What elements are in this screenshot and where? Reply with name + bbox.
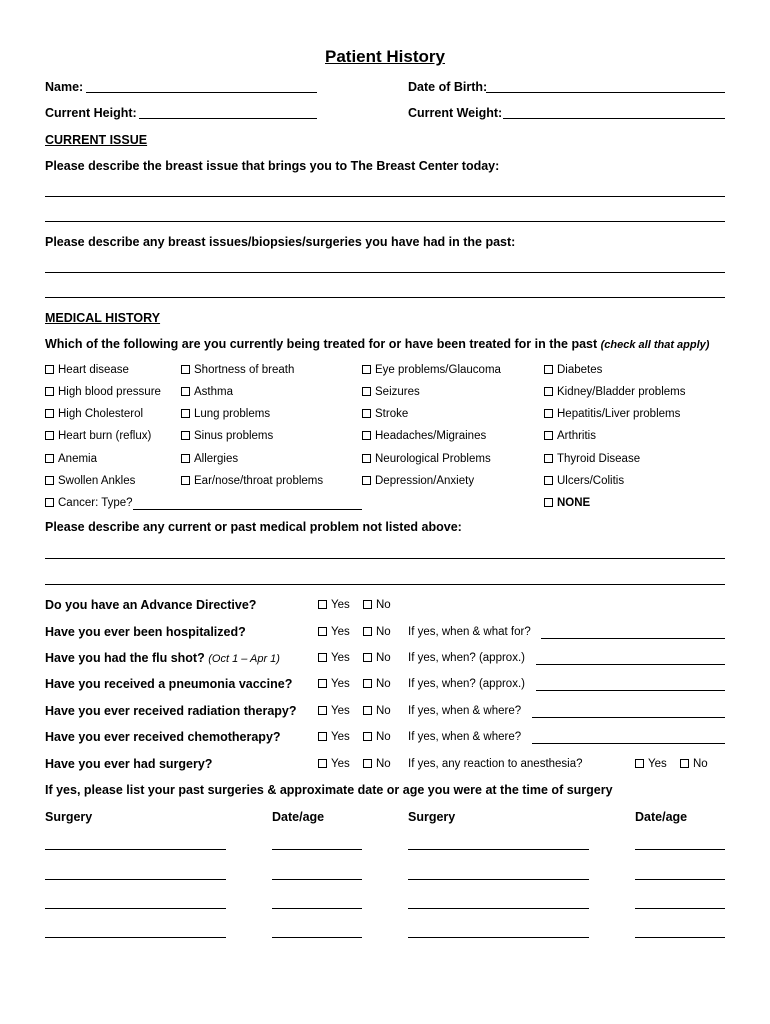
checkbox-icon	[363, 759, 372, 768]
pneumonia-followup: If yes, when? (approx.)	[408, 678, 525, 690]
page-title: Patient History	[325, 47, 445, 66]
chemotherapy-field[interactable]	[532, 743, 725, 744]
height-field[interactable]	[139, 118, 317, 119]
checkbox-icon	[544, 498, 553, 507]
flu-shot-field[interactable]	[536, 664, 725, 665]
name-field[interactable]	[86, 92, 317, 93]
hospitalized-yes[interactable]: Yes	[318, 626, 350, 638]
dob-field[interactable]	[486, 92, 725, 93]
pneumonia-yes[interactable]: Yes	[318, 678, 350, 690]
advance-directive-yes[interactable]: Yes	[318, 599, 350, 611]
chemotherapy-no[interactable]: No	[363, 731, 391, 743]
surgeries-prompt: If yes, please list your past surgeries & approximate date or age you were at the time of surgery	[45, 783, 613, 797]
past-issues-question: Please describe any breast issues/biopsies/surgeries you have had in the past:	[45, 235, 516, 249]
flu-shot-no[interactable]: No	[363, 652, 391, 664]
hospitalized-field[interactable]	[541, 638, 725, 639]
checkbox-ulcers-colitis[interactable]: Ulcers/Colitis	[544, 475, 624, 487]
checkbox-icon	[362, 476, 371, 485]
checkbox-icon	[544, 476, 553, 485]
current-issue-answer-line-2[interactable]	[45, 221, 725, 222]
radiation-question: Have you ever received radiation therapy?	[45, 704, 297, 718]
checkbox-swollen-ankles[interactable]: Swollen Ankles	[45, 475, 135, 487]
checkbox-icon	[362, 454, 371, 463]
pneumonia-question: Have you received a pneumonia vaccine?	[45, 677, 293, 691]
cancer-type-field[interactable]	[133, 509, 362, 510]
past-issues-answer-line-1[interactable]	[45, 272, 725, 273]
checkbox-seizures[interactable]: Seizures	[362, 386, 420, 398]
date-field[interactable]	[635, 879, 725, 880]
checkbox-high-blood-pressure[interactable]: High blood pressure	[45, 386, 161, 398]
checkbox-kidney-bladder[interactable]: Kidney/Bladder problems	[544, 386, 686, 398]
checkbox-icon	[318, 759, 327, 768]
surgery-question: Have you ever had surgery?	[45, 757, 213, 771]
flu-shot-yes[interactable]: Yes	[318, 652, 350, 664]
checkbox-icon	[363, 732, 372, 741]
advance-directive-no[interactable]: No	[363, 599, 391, 611]
anesthesia-yes[interactable]: Yes	[635, 758, 667, 770]
other-problems-question: Please describe any current or past medical problem not listed above:	[45, 520, 462, 534]
date-field[interactable]	[272, 879, 362, 880]
surgery-column-header-right: Surgery	[408, 810, 456, 824]
weight-label: Current Weight:	[408, 106, 503, 120]
checkbox-shortness-of-breath[interactable]: Shortness of breath	[181, 364, 294, 376]
radiation-yes[interactable]: Yes	[318, 705, 350, 717]
hospitalized-followup: If yes, when & what for?	[408, 626, 531, 638]
surgery-field[interactable]	[45, 849, 226, 850]
checkbox-icon	[544, 365, 553, 374]
chemotherapy-question: Have you ever received chemotherapy?	[45, 730, 281, 744]
checkbox-anemia[interactable]: Anemia	[45, 453, 97, 465]
checkbox-icon	[544, 409, 553, 418]
checkbox-icon	[363, 706, 372, 715]
radiation-followup: If yes, when & where?	[408, 705, 522, 717]
chemotherapy-yes[interactable]: Yes	[318, 731, 350, 743]
checkbox-none[interactable]: NONE	[544, 497, 590, 509]
checkbox-icon	[181, 454, 190, 463]
flu-shot-followup: If yes, when? (approx.)	[408, 652, 525, 664]
checkbox-heart-disease[interactable]: Heart disease	[45, 364, 129, 376]
checkbox-ear-nose-throat[interactable]: Ear/nose/throat problems	[181, 475, 323, 487]
checkbox-arthritis[interactable]: Arthritis	[544, 430, 596, 442]
checkbox-icon	[544, 387, 553, 396]
checkbox-icon	[363, 653, 372, 662]
other-problems-line-2[interactable]	[45, 584, 725, 585]
medical-history-note: (check all that apply)	[600, 339, 710, 351]
date-column-header-left: Date/age	[272, 810, 325, 824]
checkbox-icon	[45, 409, 54, 418]
chemotherapy-followup: If yes, when & where?	[408, 731, 522, 743]
surgery-yes[interactable]: Yes	[318, 758, 350, 770]
radiation-field[interactable]	[532, 717, 725, 718]
checkbox-icon	[45, 498, 54, 507]
checkbox-thyroid[interactable]: Thyroid Disease	[544, 453, 640, 465]
other-problems-line-1[interactable]	[45, 558, 725, 559]
date-field[interactable]	[635, 908, 725, 909]
checkbox-icon	[362, 431, 371, 440]
flu-shot-question: Have you had the flu shot? (Oct 1 – Apr 1)	[45, 651, 280, 665]
current-issue-question: Please describe the breast issue that brings you to The Breast Center today:	[45, 159, 500, 173]
checkbox-icon	[362, 409, 371, 418]
checkbox-lung-problems[interactable]: Lung problems	[181, 408, 270, 420]
checkbox-icon	[318, 706, 327, 715]
checkbox-icon	[544, 454, 553, 463]
hospitalized-no[interactable]: No	[363, 626, 391, 638]
anesthesia-followup: If yes, any reaction to anesthesia?	[408, 758, 583, 770]
surgery-field[interactable]	[408, 849, 589, 850]
surgery-field[interactable]	[45, 937, 226, 938]
hospitalized-question: Have you ever been hospitalized?	[45, 625, 246, 639]
medical-history-heading: MEDICAL HISTORY	[45, 311, 161, 325]
checkbox-icon	[45, 365, 54, 374]
checkbox-asthma[interactable]: Asthma	[181, 386, 233, 398]
medical-history-question	[45, 337, 709, 351]
surgery-field[interactable]	[408, 879, 589, 880]
past-issues-answer-line-2[interactable]	[45, 297, 725, 298]
date-field[interactable]	[635, 849, 725, 850]
date-field[interactable]	[272, 937, 362, 938]
checkbox-icon	[45, 431, 54, 440]
name-label: Name:	[45, 80, 84, 94]
current-issue-heading: CURRENT ISSUE	[45, 133, 148, 147]
date-field[interactable]	[272, 908, 362, 909]
checkbox-neurological[interactable]: Neurological Problems	[362, 453, 491, 465]
checkbox-heart-burn[interactable]: Heart burn (reflux)	[45, 430, 151, 442]
surgery-field[interactable]	[408, 908, 589, 909]
checkbox-eye-problems[interactable]: Eye problems/Glaucoma	[362, 364, 501, 376]
checkbox-icon	[544, 431, 553, 440]
checkbox-icon	[181, 365, 190, 374]
checkbox-icon	[45, 454, 54, 463]
checkbox-icon	[181, 409, 190, 418]
checkbox-icon	[318, 732, 327, 741]
checkbox-icon	[181, 476, 190, 485]
surgery-field[interactable]	[45, 908, 226, 909]
checkbox-depression[interactable]: Depression/Anxiety	[362, 475, 474, 487]
advance-directive-question: Do you have an Advance Directive?	[45, 598, 257, 612]
checkbox-icon	[362, 387, 371, 396]
checkbox-allergies[interactable]: Allergies	[181, 453, 238, 465]
surgery-field[interactable]	[408, 937, 589, 938]
flu-shot-note: (Oct 1 – Apr 1)	[208, 653, 280, 665]
checkbox-icon	[680, 759, 689, 768]
checkbox-icon	[363, 600, 372, 609]
checkbox-icon	[318, 679, 327, 688]
checkbox-icon	[362, 365, 371, 374]
current-issue-answer-line-1[interactable]	[45, 196, 725, 197]
checkbox-stroke[interactable]: Stroke	[362, 408, 408, 420]
checkbox-sinus-problems[interactable]: Sinus problems	[181, 430, 273, 442]
checkbox-icon	[318, 653, 327, 662]
checkbox-high-cholesterol[interactable]: High Cholesterol	[45, 408, 143, 420]
date-field[interactable]	[272, 849, 362, 850]
checkbox-icon	[45, 387, 54, 396]
checkbox-icon	[318, 600, 327, 609]
radiation-no[interactable]: No	[363, 705, 391, 717]
checkbox-icon	[181, 431, 190, 440]
pneumonia-field[interactable]	[536, 690, 725, 691]
checkbox-icon	[318, 627, 327, 636]
checkbox-icon	[363, 679, 372, 688]
checkbox-hepatitis-liver[interactable]: Hepatitis/Liver problems	[544, 408, 680, 420]
checkbox-cancer[interactable]: Cancer: Type?	[45, 497, 133, 509]
date-field[interactable]	[635, 937, 725, 938]
checkbox-icon	[45, 476, 54, 485]
weight-field[interactable]	[503, 118, 725, 119]
checkbox-icon	[181, 387, 190, 396]
surgery-column-header-left: Surgery	[45, 810, 93, 824]
checkbox-icon	[363, 627, 372, 636]
surgery-no[interactable]: No	[363, 758, 391, 770]
medical-history-question-text: Which of the following are you currently being treated for or have been treated for in the past	[45, 337, 598, 351]
checkbox-headaches[interactable]: Headaches/Migraines	[362, 430, 486, 442]
dob-label: Date of Birth:	[408, 80, 488, 94]
pneumonia-no[interactable]: No	[363, 678, 391, 690]
surgery-field[interactable]	[45, 879, 226, 880]
height-label: Current Height:	[45, 106, 137, 120]
checkbox-diabetes[interactable]: Diabetes	[544, 364, 602, 376]
checkbox-icon	[635, 759, 644, 768]
anesthesia-no[interactable]: No	[680, 758, 708, 770]
date-column-header-right: Date/age	[635, 810, 688, 824]
